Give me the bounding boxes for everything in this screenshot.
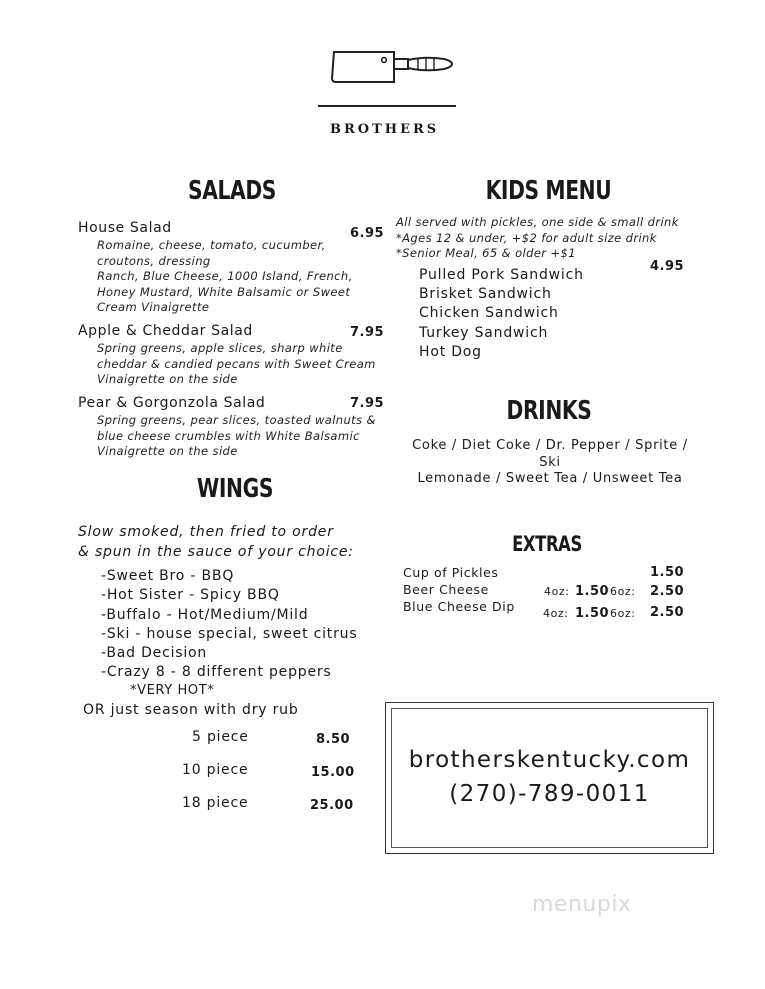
wing-size-label: 5 piece (192, 729, 249, 745)
kids-item: Brisket Sandwich (419, 286, 552, 303)
wings-sauce-list (101, 567, 357, 683)
salad-desc: Romaine, cheese, tomato, cucumber, croutons, dressing Ranch, Blue Cheese, 1000 Island, French, Honey Mustard, White Balsamic or Sweet Cream Vinaigrette (97, 238, 353, 314)
salad-price: 7.95 (350, 396, 385, 411)
salad-item-apple-cheddar (78, 323, 388, 388)
wing-size-price: 15.00 (311, 765, 355, 780)
extra-name: Beer Cheese (403, 582, 489, 597)
logo-divider (318, 105, 456, 107)
salad-item-pear-gorgonzola (78, 395, 388, 460)
brand-name: BROTHERS (330, 122, 440, 137)
sauce-item: -Bad Decision (101, 645, 208, 662)
salad-name: House Salad (78, 220, 172, 236)
kids-notes: All served with pickles, one side & small drink *Ages 12 & under, +$2 for adult size drink *Senior Meal, 65 & older +$1 (396, 215, 679, 260)
drinks-list: Coke / Diet Coke / Dr. Pepper / Sprite / Ski Lemonade / Sweet Tea / Unsweet Tea (412, 438, 688, 486)
sauce-item: -Crazy 8 - 8 different peppers (101, 664, 332, 681)
website-link[interactable]: brotherskentucky.com (408, 747, 691, 773)
extra-size-label: 6oz: (610, 607, 636, 620)
contact-inner-frame (391, 708, 708, 848)
extra-size-price: 2.50 (650, 605, 685, 620)
kids-price: 4.95 (650, 259, 685, 274)
salad-price: 6.95 (350, 226, 385, 241)
extra-size-label: 4oz: (544, 585, 570, 598)
salads-heading: SALADS (187, 176, 277, 206)
wing-size-label: 10 piece (182, 762, 249, 778)
sauce-item: -Buffalo - Hot/Medium/Mild (101, 606, 309, 623)
phone-number[interactable]: (270)-789-0011 (449, 781, 650, 807)
wings-intro: Slow smoked, then fried to order & spun in the sauce of your choice: (78, 524, 354, 560)
salad-desc: Spring greens, pear slices, toasted walnuts & blue cheese crumbles with White Balsamic Vinaigrette on the side (97, 413, 376, 458)
extra-size-label: 6oz: (610, 585, 636, 598)
wing-size-label: 18 piece (182, 795, 249, 811)
cleaver-icon (330, 46, 456, 88)
very-hot-note: *VERY HOT* (130, 683, 215, 698)
sauce-item: -Hot Sister - Spicy BBQ (101, 587, 280, 604)
salad-name: Apple & Cheddar Salad (78, 323, 253, 339)
kids-item: Chicken Sandwich (419, 305, 559, 322)
sauce-item: -Ski - house special, sweet citrus (101, 625, 358, 642)
salad-desc: Spring greens, apple slices, sharp white cheddar & candied pecans with Sweet Cream Vinaigrette on the side (97, 341, 376, 386)
kids-item: Pulled Pork Sandwich (419, 267, 584, 283)
drinks-heading: DRINKS (506, 396, 592, 426)
watermark: menupix (532, 892, 632, 917)
extra-name: Blue Cheese Dip (403, 599, 515, 614)
kids-item: Hot Dog (419, 343, 482, 360)
kids-item: Turkey Sandwich (419, 324, 549, 341)
dry-rub-note: OR just season with dry rub (83, 702, 299, 718)
kids-item-list (419, 266, 584, 362)
salad-price: 7.95 (350, 325, 385, 340)
extra-size-price: 1.50 (575, 606, 610, 621)
extra-size-price: 1.50 (575, 584, 610, 599)
wing-size-price: 8.50 (316, 732, 351, 747)
wings-heading: WINGS (196, 474, 274, 504)
extras-heading: EXTRAS (512, 532, 582, 556)
kids-menu-heading: KIDS MENU (485, 176, 612, 206)
extra-size-price: 2.50 (650, 584, 685, 599)
logo (318, 40, 458, 140)
extra-name: Cup of Pickles (403, 565, 499, 580)
sauce-item: -Sweet Bro - BBQ (101, 568, 235, 584)
extra-price: 1.50 (650, 565, 685, 580)
salad-name: Pear & Gorgonzola Salad (78, 395, 266, 411)
extra-size-label: 4oz: (543, 607, 569, 620)
salad-item-house (78, 220, 388, 316)
contact-box (385, 702, 714, 854)
wing-size-price: 25.00 (310, 798, 354, 813)
